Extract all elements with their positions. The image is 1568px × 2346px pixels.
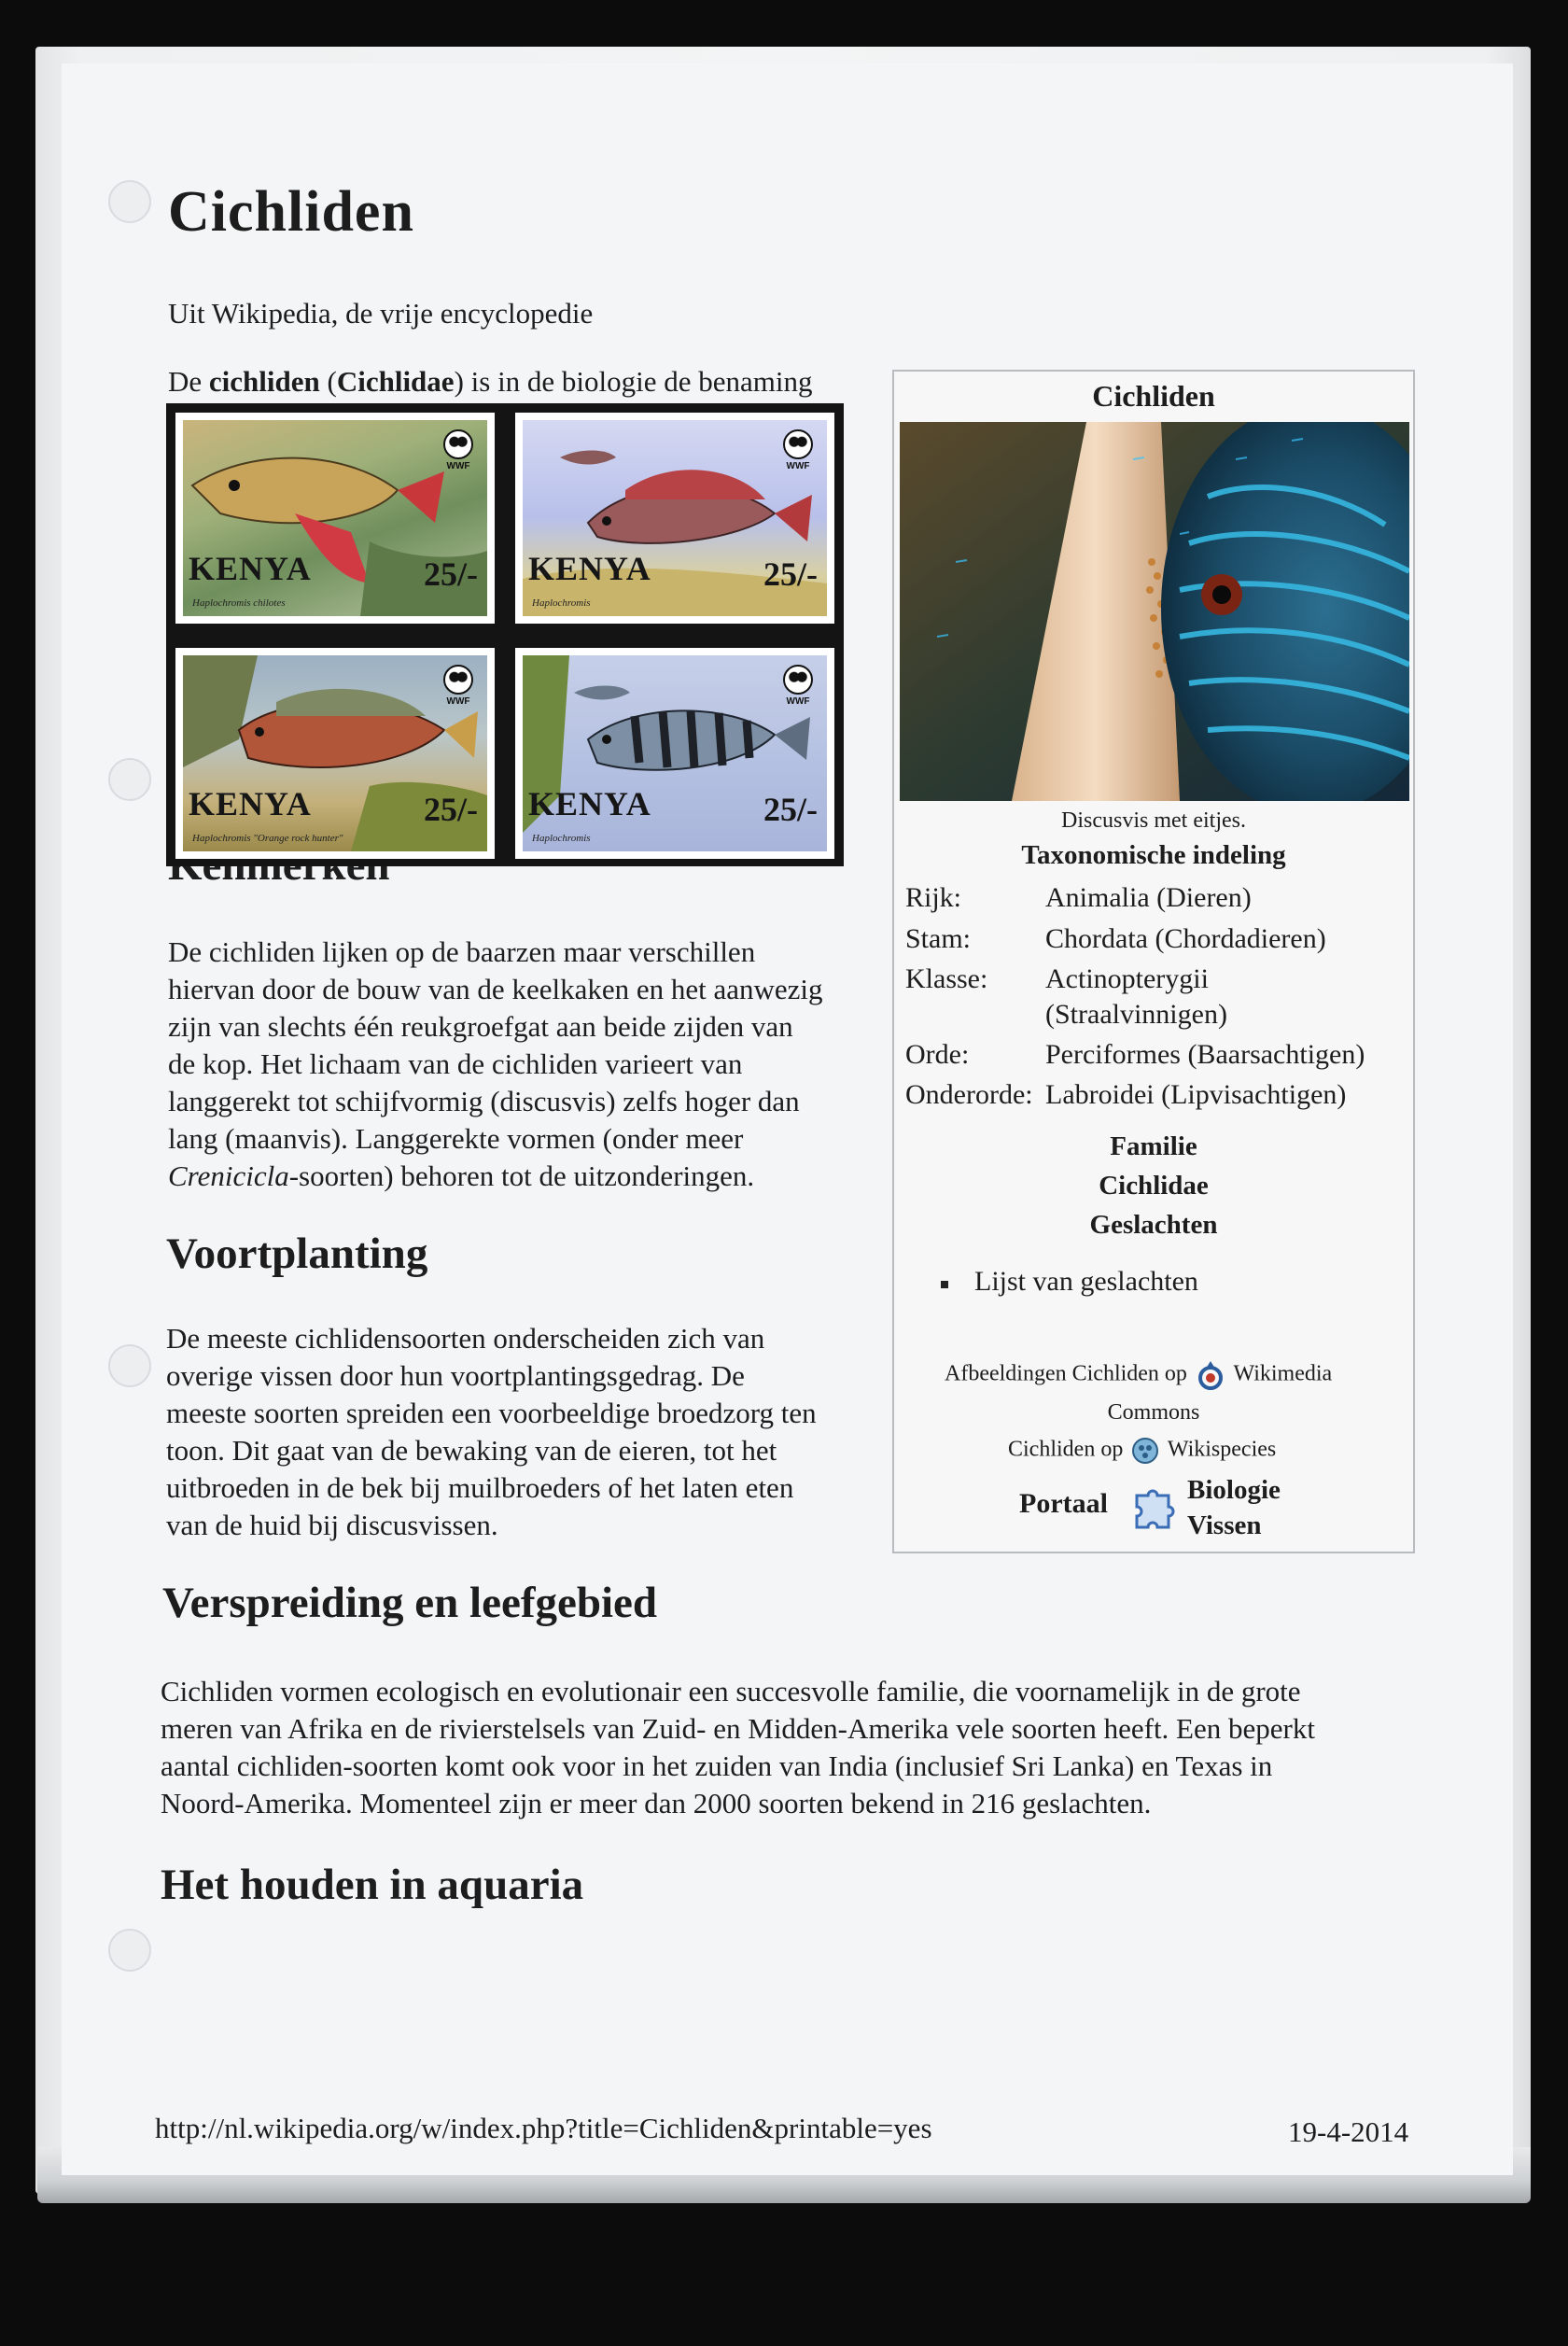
wikispecies-icon xyxy=(1130,1436,1160,1466)
verspreiding-paragraph xyxy=(161,1673,1467,1822)
species-line: Cichliden op Wikispecies xyxy=(1008,1436,1276,1466)
stamp-2 xyxy=(515,413,834,624)
stamp-country: KENYA xyxy=(189,550,312,587)
commons-link-continued[interactable]: Commons xyxy=(1107,1400,1200,1425)
taxonomy-heading: Taxonomische indeling xyxy=(1021,840,1286,870)
text-line: aantal cichliden-soorten komt ook voor in het zuiden van India (inclusief Sri Lanka) en Texas in xyxy=(161,1749,1273,1782)
photo-caption: Discusvis met eitjes. xyxy=(1061,808,1246,833)
commons-link[interactable]: Wikimedia xyxy=(1233,1361,1333,1386)
intro-sentence: De cichliden (Cichlidae) is in de biologie de benaming xyxy=(168,365,813,398)
stamp-caption: Haplochromis "Orange rock hunter" xyxy=(192,833,343,844)
stamp-1 xyxy=(175,413,495,624)
intro-latin-term: Cichlidae xyxy=(336,365,455,398)
punch-hole xyxy=(108,1344,151,1387)
discus-photo xyxy=(900,422,1409,801)
footer-url: http://nl.wikipedia.org/w/index.php?title=Cichliden&printable=yes xyxy=(155,2112,932,2144)
stamp-country: KENYA xyxy=(528,785,651,822)
footer-date: 19-4-2014 xyxy=(1288,2115,1409,2148)
text-line: Noord-Amerika. Momenteel zijn er meer dan 2000 soorten bekend in 216 geslachten. xyxy=(161,1787,1152,1819)
familie-value: Cichlidae xyxy=(1099,1171,1209,1201)
text-line: de kop. Het lichaam van de cichliden varieert van xyxy=(168,1047,743,1080)
intro-term: cichliden xyxy=(208,365,320,398)
portal-label: Portaal xyxy=(1019,1488,1108,1519)
rank-label: Klasse: xyxy=(905,963,988,994)
rank-value-continued: (Straalvinnigen) xyxy=(1045,999,1227,1030)
familie-heading: Familie xyxy=(1110,1131,1197,1161)
bullet-icon xyxy=(941,1281,948,1288)
stamp-block xyxy=(166,403,844,866)
geslachten-heading: Geslachten xyxy=(1089,1210,1218,1240)
stamp-value: 25/- xyxy=(763,555,818,593)
rank-value: Actinopterygii xyxy=(1045,963,1209,994)
portal-puzzle-icon xyxy=(1127,1482,1178,1533)
wikimedia-commons-icon xyxy=(1195,1359,1226,1391)
stamp-caption: Haplochromis chilotes xyxy=(192,597,286,609)
portal-link-biologie[interactable]: Biologie xyxy=(1187,1475,1281,1505)
text-line: langgerekt tot schijfvormig (discusvis) zelfs hoger dan xyxy=(168,1085,800,1117)
rank-label: Stam: xyxy=(905,923,972,954)
wwf-logo: WWF xyxy=(442,665,474,706)
stamp-value: 25/- xyxy=(424,791,478,828)
page-title: Cichliden xyxy=(168,180,414,244)
punch-hole xyxy=(108,1929,151,1972)
kenmerken-paragraph xyxy=(168,934,877,1195)
text-line: lang (maanvis). Langgerekte vormen (onder meer xyxy=(168,1122,744,1155)
stamp-caption: Haplochromis xyxy=(532,597,591,609)
text-line: van de huid bij discusvissen. xyxy=(166,1509,498,1541)
text-line: meeste soorten spreiden een voorbeeldige broedzorg ten xyxy=(166,1397,817,1429)
portal-link-vissen[interactable]: Vissen xyxy=(1187,1510,1262,1540)
stamp-country: KENYA xyxy=(189,785,312,822)
text-line: meren van Afrika en de rivierstelsels van Zuid- en Midden-Amerika vele soorten heeft. Een beperkt xyxy=(161,1712,1315,1745)
text-line: De cichliden lijken op de baarzen maar verschillen xyxy=(168,935,756,968)
stamp-country: KENYA xyxy=(528,550,651,587)
voortplanting-paragraph xyxy=(166,1320,875,1544)
rank-value: Perciformes (Baarsachtigen) xyxy=(1045,1039,1365,1070)
text-line: De meeste cichlidensoorten onderscheiden zich van xyxy=(166,1322,765,1355)
text-line: Crenicicla-soorten) behoren tot de uitzonderingen. xyxy=(168,1159,755,1192)
text-line: toon. Dit gaat van de bewaking van de eieren, tot het xyxy=(166,1434,777,1467)
punch-hole xyxy=(108,758,151,801)
rank-value: Chordata (Chordadieren) xyxy=(1045,923,1326,954)
text-line: Cichliden vormen ecologisch en evolutionair een succesvolle familie, die voornamelijk in de grote xyxy=(161,1675,1301,1707)
taxobox xyxy=(892,370,1415,1553)
rank-label: Rijk: xyxy=(905,882,962,913)
text-line: overige vissen door hun voortplantingsgedrag. De xyxy=(166,1359,745,1392)
rank-value: Labroidei (Lipvisachtigen) xyxy=(1045,1079,1347,1110)
rank-value: Animalia (Dieren) xyxy=(1045,882,1252,913)
heading-verspreiding: Verspreiding en leefgebied xyxy=(162,1579,658,1627)
rank-label: Orde: xyxy=(905,1039,970,1070)
stamp-value: 25/- xyxy=(424,555,478,593)
commons-line: Afbeeldingen Cichliden op Wikimedia xyxy=(945,1359,1332,1391)
geslachten-list-link[interactable]: Lijst van geslachten xyxy=(974,1266,1198,1297)
wikispecies-link[interactable]: Wikispecies xyxy=(1167,1437,1277,1462)
punch-hole xyxy=(108,180,151,223)
wwf-logo: WWF xyxy=(782,429,814,471)
tagline: Uit Wikipedia, de vrije encyclopedie xyxy=(168,297,594,330)
rank-label: Onderorde: xyxy=(905,1079,1033,1110)
taxobox-title: Cichliden xyxy=(1092,379,1215,413)
discus-fish-image xyxy=(900,422,1409,801)
wwf-logo: WWF xyxy=(782,665,814,706)
text-line: hiervan door de bouw van de keelkaken en het aanwezig xyxy=(168,973,823,1005)
heading-aquaria: Het houden in aquaria xyxy=(161,1861,584,1909)
text-line: uitbroeden in de bek bij muilbroeders of het laten eten xyxy=(166,1471,794,1504)
stamp-3 xyxy=(175,648,495,859)
stamp-value: 25/- xyxy=(763,791,818,828)
text-line: zijn van slechts één reukgroefgat aan beide zijden van xyxy=(168,1010,793,1043)
heading-voortplanting: Voortplanting xyxy=(166,1229,428,1278)
stamp-4 xyxy=(515,648,834,859)
wwf-logo: WWF xyxy=(442,429,474,471)
stamp-caption: Haplochromis xyxy=(532,833,591,844)
